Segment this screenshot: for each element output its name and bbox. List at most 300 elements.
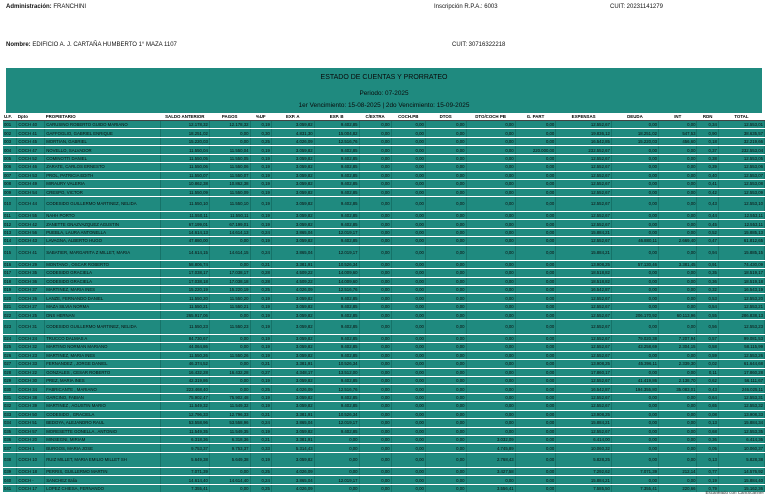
table-cell: CODESIDO GUILLERMO MARTINEZ, NELIDA xyxy=(45,196,161,211)
table-cell: 10.526,34 xyxy=(314,360,359,368)
table-cell: 0,00 xyxy=(466,360,515,368)
table-cell: 3.059,82 xyxy=(271,294,314,302)
table-cell: 0,00 xyxy=(425,188,466,196)
table-cell: 0,00 xyxy=(425,154,466,162)
table-cell: 0,00 xyxy=(209,129,250,137)
table-cell: 0,00 xyxy=(391,269,425,277)
column-header: PAGOS xyxy=(209,113,250,121)
table-cell: 12.553,11 xyxy=(718,220,764,228)
table-cell: 0,00 xyxy=(391,302,425,310)
table-cell: 5.649,38 xyxy=(160,452,209,467)
table-cell: 4.026,09 xyxy=(271,385,314,393)
table-row xyxy=(3,180,765,188)
table-cell: 12.553,26 xyxy=(718,351,764,359)
table-cell: PROL, PATRICIA EDITH xyxy=(45,171,161,179)
table-cell: 232.552,67 xyxy=(556,146,612,154)
table-cell: 0,00 xyxy=(611,154,658,162)
table-cell: 15.884,21 xyxy=(556,228,612,236)
table-cell: 10.526,34 xyxy=(314,410,359,418)
table-cell: 0,00 xyxy=(209,334,250,342)
table-cell: 3.059,82 xyxy=(271,171,314,179)
table-cell: 0,00 xyxy=(425,228,466,236)
table-cell: 0,00 xyxy=(611,163,658,171)
table-cell: 0,00 xyxy=(391,376,425,384)
table-cell: 0,00 xyxy=(611,436,658,444)
table-row xyxy=(3,343,765,351)
table-cell: 0,00 xyxy=(466,294,515,302)
table-cell: PUEBLA, LAURA ANTONELLA xyxy=(45,228,161,236)
table-cell: 0,79 xyxy=(697,484,718,492)
table-cell: 0,00 xyxy=(359,220,391,228)
table-cell: 0,00 xyxy=(466,419,515,427)
table-cell: 0,00 xyxy=(209,311,250,319)
table-cell: 53.558,96 xyxy=(160,419,209,427)
table-row xyxy=(3,334,765,342)
table-cell: 0,58 xyxy=(697,343,718,351)
table-cell: PERRIS, GUILLERMO MARTIN xyxy=(45,467,161,475)
table-cell: 0,00 xyxy=(425,163,466,171)
table-cell: 10.060,32 xyxy=(556,444,612,452)
table-cell: 41.419,86 xyxy=(611,376,658,384)
table-cell: 14.614,40 xyxy=(160,476,209,484)
table-cell: 3.059,82 xyxy=(271,393,314,401)
table-cell: COCH 37 xyxy=(17,286,45,294)
table-row xyxy=(3,319,765,334)
table-cell: 12.796,33 xyxy=(209,410,250,418)
table-cell: 0,00 xyxy=(359,302,391,310)
table-cell: 0,00 xyxy=(515,436,556,444)
table-cell: 11.549,35 xyxy=(209,427,250,435)
table-cell: 0,54 xyxy=(697,302,718,310)
table-cell: COCH 33 xyxy=(17,360,45,368)
table-cell: 0,41 xyxy=(697,180,718,188)
table-cell: 14.009,60 xyxy=(314,269,359,277)
table-row xyxy=(3,360,765,368)
table-cell: 12.552,67 xyxy=(556,334,612,342)
table-row xyxy=(3,467,765,475)
table-cell: 0,00 xyxy=(425,211,466,219)
table-cell: 0,00 xyxy=(466,154,515,162)
table-cell: 2.339,30 xyxy=(658,360,697,368)
table-cell: 0,00 xyxy=(658,351,697,359)
table-cell: 0,00 xyxy=(466,368,515,376)
table-row xyxy=(3,146,765,154)
table-cell: 0,00 xyxy=(515,269,556,277)
table-cell: 0,00 xyxy=(515,476,556,484)
table-cell: 0,00 xyxy=(515,427,556,435)
table-cell: 3.059,82 xyxy=(271,220,314,228)
table-cell: 67.199,01 xyxy=(209,220,250,228)
table-cell: 46.374,52 xyxy=(160,360,209,368)
table-cell: 12.552,67 xyxy=(556,121,612,129)
table-cell: 32.219,66 xyxy=(718,137,764,145)
table-cell: 0,00 xyxy=(515,137,556,145)
table-cell: 12.019,17 xyxy=(314,228,359,236)
table-cell: 3.865,04 xyxy=(271,228,314,236)
table-cell: 4.348,17 xyxy=(271,368,314,376)
scanner-watermark: Escaneado con CamScanner xyxy=(705,490,764,495)
table-cell: 194.355,80 xyxy=(611,385,658,393)
table-cell: 0,00 xyxy=(425,368,466,376)
table-cell: 232.553,04 xyxy=(718,146,764,154)
table-cell: 12.552,67 xyxy=(556,171,612,179)
table-cell: 12.553,06 xyxy=(718,163,764,171)
table-cell: 0,00 xyxy=(611,302,658,310)
table-cell: 84.730,67 xyxy=(160,334,209,342)
table-cell: 0,00 xyxy=(466,237,515,245)
table-cell: 0,00 xyxy=(515,188,556,196)
table-cell: 13.908,25 xyxy=(556,360,612,368)
table-cell: 0,24 xyxy=(250,245,271,260)
table-cell: 0,00 xyxy=(515,393,556,401)
table-cell: 0,00 xyxy=(425,402,466,410)
table-cell: 0,00 xyxy=(359,121,391,129)
table-cell: 58.806,74 xyxy=(160,260,209,268)
table-cell: 0,00 xyxy=(359,196,391,211)
table-cell: COMINOTTI DANIEL xyxy=(45,154,161,162)
table-cell: FABRICANTE , MARIANO xyxy=(45,385,161,393)
table-cell: 3.059,82 xyxy=(271,311,314,319)
table-cell: 0,00 xyxy=(611,228,658,236)
table-cell: 0,00 xyxy=(359,228,391,236)
table-cell: 0,00 xyxy=(391,245,425,260)
table-cell: 12.552,67 xyxy=(556,351,612,359)
table-cell: 0,00 xyxy=(515,402,556,410)
table-cell: DNS HERNAN xyxy=(45,311,161,319)
table-cell: 12.553,23 xyxy=(718,319,764,334)
table-cell: 57.130,46 xyxy=(611,260,658,268)
table-cell: 0,00 xyxy=(466,245,515,260)
table-cell: 0,25 xyxy=(250,484,271,492)
table-cell: 029 xyxy=(3,376,17,384)
table-cell: 4.026,09 xyxy=(271,137,314,145)
table-cell: 0,00 xyxy=(611,180,658,188)
table-row xyxy=(3,351,765,359)
table-cell: 14.009,60 xyxy=(314,277,359,285)
table-cell: 019 xyxy=(3,286,17,294)
table-cell: 0,00 xyxy=(314,436,359,444)
table-cell: 11.550,09 xyxy=(209,188,250,196)
table-cell: 0,00 xyxy=(391,260,425,268)
table-cell: 0,00 xyxy=(391,427,425,435)
table-cell: MORESETTE GONELLA , ANTONIO xyxy=(45,427,161,435)
building-name: EDIFICIO A. J. CARTAÑA HUMBERTO 1° MAZA 1107 xyxy=(32,42,177,48)
table-cell: 040 xyxy=(3,476,17,484)
table-cell: 0,00 xyxy=(359,286,391,294)
table-cell: 0,68 xyxy=(697,427,718,435)
table-cell: 0,00 xyxy=(466,376,515,384)
table-cell: COCH 44 xyxy=(17,196,45,211)
admin-line xyxy=(6,4,86,10)
table-cell: 3.059,82 xyxy=(271,319,314,334)
table-cell: 0,00 xyxy=(425,360,466,368)
table-cell: 13.512,00 xyxy=(314,368,359,376)
name-label: Nombre: xyxy=(6,42,31,48)
table-cell: 0,00 xyxy=(658,402,697,410)
table-cell: 0,24 xyxy=(250,419,271,427)
table-cell: 206.170,92 xyxy=(611,311,658,319)
table-cell: 0,00 xyxy=(611,121,658,129)
table-cell: 0,00 xyxy=(425,351,466,359)
table-cell: 0,00 xyxy=(515,334,556,342)
table-cell: 0,19 xyxy=(250,171,271,179)
table-cell: 3.059,82 xyxy=(271,334,314,342)
table-cell: MAZA SILVIA NORMA xyxy=(45,302,161,310)
table-cell: 0,00 xyxy=(391,286,425,294)
table-cell: 0,45 xyxy=(697,220,718,228)
table-cell: 13.908,25 xyxy=(556,260,612,268)
table-cell: 0,00 xyxy=(209,484,250,492)
table-cell: 0,00 xyxy=(359,180,391,188)
table-cell: 017 xyxy=(3,269,17,277)
table-cell: 17.860,17 xyxy=(556,368,612,376)
table-cell: 0,56 xyxy=(697,319,718,334)
table-cell: 0,00 xyxy=(466,385,515,393)
table-cell: 0,00 xyxy=(359,484,391,492)
table-cell: 0,00 xyxy=(466,476,515,484)
table-cell: 0,55 xyxy=(697,311,718,319)
table-cell: 0,43 xyxy=(697,385,718,393)
name-line xyxy=(6,42,177,48)
table-cell: 0,00 xyxy=(611,402,658,410)
table-cell: 0,00 xyxy=(466,286,515,294)
table-cell: 47.880,00 xyxy=(160,237,209,245)
table-cell: 0,00 xyxy=(658,436,697,444)
table-cell: 10.862,38 xyxy=(209,180,250,188)
table-cell: 0,00 xyxy=(391,188,425,196)
table-cell: 0,19 xyxy=(250,180,271,188)
table-cell: NOVELLO, SALVADOR xyxy=(45,146,161,154)
table-cell: 001 xyxy=(3,121,17,129)
table-cell: COCH 22 xyxy=(17,368,45,376)
table-cell: 0,19 xyxy=(250,237,271,245)
table-cell: 0,19 xyxy=(250,427,271,435)
table-cell: 12.553,35 xyxy=(718,427,764,435)
table-cell: 44.064,86 xyxy=(160,343,209,351)
table-cell: COCH 18 xyxy=(17,467,45,475)
table-cell: COCH 50 xyxy=(17,410,45,418)
table-cell: 223.468,40 xyxy=(160,385,209,393)
table-cell: 0,00 xyxy=(359,360,391,368)
table-cell: 0,42 xyxy=(697,188,718,196)
table-cell: 0,27 xyxy=(250,368,271,376)
table-cell: 0,00 xyxy=(359,343,391,351)
table-cell: 0,00 xyxy=(359,294,391,302)
table-row xyxy=(3,427,765,435)
table-cell: 0,00 xyxy=(658,163,697,171)
table-cell: 3.059,82 xyxy=(271,146,314,154)
table-cell: 0,00 xyxy=(425,237,466,245)
table-cell: 16.432,28 xyxy=(160,368,209,376)
table-cell: 0,00 xyxy=(466,277,515,285)
table-cell: 0,00 xyxy=(515,444,556,452)
table-cell: MIRAURY VALERIA xyxy=(45,180,161,188)
table-cell: 0,00 xyxy=(209,237,250,245)
table-cell: 79.020,38 xyxy=(611,334,658,342)
table-cell: 0,00 xyxy=(391,368,425,376)
table-cell: COCH 45 xyxy=(17,137,45,145)
table-cell: 3.059,82 xyxy=(271,402,314,410)
table-cell: 016 xyxy=(3,260,17,268)
table-cell: 15.220,03 xyxy=(160,137,209,145)
table-cell: 0,00 xyxy=(658,452,697,467)
table-cell: 0,00 xyxy=(359,376,391,384)
table-cell: 0,00 xyxy=(391,393,425,401)
column-header: TOTAL xyxy=(718,113,764,121)
table-cell: 12.516,76 xyxy=(314,286,359,294)
table-cell: 0,19 xyxy=(697,476,718,484)
table-cell: 0,00 xyxy=(425,419,466,427)
table-cell: 0,34 xyxy=(697,121,718,129)
table-row xyxy=(3,188,765,196)
table-cell: 0,00 xyxy=(359,137,391,145)
table-cell: 3.381,91 xyxy=(271,360,314,368)
column-header: PROPIETARIO xyxy=(45,113,161,121)
table-cell: 0,00 xyxy=(611,294,658,302)
table-cell: 0,18 xyxy=(697,137,718,145)
table-cell: 12.553,31 xyxy=(718,393,764,401)
table-cell: 0,00 xyxy=(466,146,515,154)
table-cell: 0,00 xyxy=(515,180,556,188)
table-cell: 0,00 xyxy=(391,171,425,179)
table-cell: 0,00 xyxy=(611,277,658,285)
column-header: EXPENSAS xyxy=(556,113,612,121)
table-row xyxy=(3,237,765,245)
table-cell: 005 xyxy=(3,154,17,162)
table-cell: 7.585,50 xyxy=(556,484,612,492)
table-cell: 15.220,19 xyxy=(160,286,209,294)
table-cell: 12.553,11 xyxy=(718,211,764,219)
table-cell: 12.019,17 xyxy=(314,419,359,427)
table-cell: 3.381,45 xyxy=(658,260,697,268)
table-cell: 0,00 xyxy=(359,444,391,452)
table-cell: 0,19 xyxy=(250,334,271,342)
table-row xyxy=(3,452,765,467)
table-cell: 9.402,85 xyxy=(314,319,359,334)
table-cell: 12.552,67 xyxy=(556,427,612,435)
table-cell: 3.427,58 xyxy=(466,467,515,475)
table-cell: 0,00 xyxy=(515,385,556,393)
table-cell: 0,00 xyxy=(515,311,556,319)
table-cell: 0,00 xyxy=(391,385,425,393)
table-cell: 18.519,17 xyxy=(718,269,764,277)
table-cell: 0,00 xyxy=(466,228,515,236)
table-row xyxy=(3,220,765,228)
table-cell: 0,00 xyxy=(466,129,515,137)
table-cell: 15.884,40 xyxy=(718,476,764,484)
table-cell: 0,00 xyxy=(515,211,556,219)
table-cell: 5.828,38 xyxy=(718,452,764,467)
table-cell: 0,00 xyxy=(515,220,556,228)
table-cell: 0,00 xyxy=(391,294,425,302)
table-cell: 0,00 xyxy=(425,319,466,334)
table-cell: 3.381,91 xyxy=(271,260,314,268)
table-cell: 0,00 xyxy=(425,334,466,342)
table-cell: 0,00 xyxy=(515,294,556,302)
table-cell: 53.558,96 xyxy=(209,419,250,427)
table-cell: 0,21 xyxy=(250,436,271,444)
table-cell: 12.552,67 xyxy=(556,402,612,410)
table-cell: 0,00 xyxy=(425,121,466,129)
table-cell: 0,00 xyxy=(466,402,515,410)
column-header: U.F. xyxy=(3,113,17,121)
table-cell: MARTINEZ, MARIA INES xyxy=(45,286,161,294)
table-row xyxy=(3,163,765,171)
table-cell: 0,00 xyxy=(515,245,556,260)
table-cell: 11.550,21 xyxy=(160,302,209,310)
table-cell: 12.553,20 xyxy=(718,294,764,302)
table-row xyxy=(3,402,765,410)
table-cell: 0,62 xyxy=(697,376,718,384)
table-cell: 0,19 xyxy=(250,343,271,351)
table-cell: GARCINO, FABIAN xyxy=(45,393,161,401)
table-cell: COCH 26 xyxy=(17,294,45,302)
table-cell: 015 xyxy=(3,245,17,260)
table-cell: COCH 54 xyxy=(17,188,45,196)
table-cell: 17.860,28 xyxy=(718,368,764,376)
table-cell: 14.614,15 xyxy=(160,245,209,260)
column-header: COCH.PB xyxy=(391,113,425,121)
table-cell: 0,90 xyxy=(697,129,718,137)
table-cell: 0,25 xyxy=(250,385,271,393)
table-cell: 0,00 xyxy=(391,319,425,334)
table-cell: 0,53 xyxy=(697,294,718,302)
table-cell: 12.552,67 xyxy=(556,220,612,228)
table-cell: 0,00 xyxy=(658,444,697,452)
table-cell: 0,00 xyxy=(209,343,250,351)
table-cell: 0,00 xyxy=(466,319,515,334)
table-cell: 3.059,82 xyxy=(271,427,314,435)
table-cell: 0,00 xyxy=(515,484,556,492)
table-cell: 9.402,85 xyxy=(314,302,359,310)
table-cell: 16.432,28 xyxy=(209,368,250,376)
table-cell: 031 xyxy=(3,393,17,401)
table-cell: COCH 41 xyxy=(17,129,45,137)
table-cell: 10.862,38 xyxy=(160,180,209,188)
table-cell: 0,00 xyxy=(515,196,556,211)
table-cell: 12.178,32 xyxy=(209,121,250,129)
table-cell: 0,13 xyxy=(697,419,718,427)
table-cell: 009 xyxy=(3,188,17,196)
cuit-building: CUIT: 30716322218 xyxy=(452,42,506,48)
table-cell: 15.004,82 xyxy=(314,129,359,137)
table-cell: 286.838,13 xyxy=(718,311,764,319)
table-cell: 0,00 xyxy=(611,245,658,260)
table-row xyxy=(3,286,765,294)
table-cell: 0,19 xyxy=(250,311,271,319)
table-cell: 0,00 xyxy=(515,376,556,384)
table-cell: 12.552,67 xyxy=(556,180,612,188)
table-cell: 0,00 xyxy=(359,436,391,444)
table-cell: 3.059,82 xyxy=(271,188,314,196)
table-cell: 0,19 xyxy=(250,319,271,334)
table-row xyxy=(3,294,765,302)
table-cell: 0,00 xyxy=(515,286,556,294)
table-cell: 7.207,94 xyxy=(658,334,697,342)
table-cell: 0,13 xyxy=(697,452,718,467)
table-cell: 15.885,15 xyxy=(718,245,764,260)
table-cell: 0,00 xyxy=(611,452,658,467)
table-cell: 12.552,67 xyxy=(556,188,612,196)
table-cell: 0,00 xyxy=(466,269,515,277)
table-cell: 16.542,85 xyxy=(556,137,612,145)
accounts-table xyxy=(3,113,765,493)
table-cell: 0,35 xyxy=(697,269,718,277)
table-cell: 002 xyxy=(3,129,17,137)
table-cell: 9.402,85 xyxy=(314,196,359,211)
table-cell: 9.402,85 xyxy=(314,188,359,196)
table-cell: 0,25 xyxy=(250,137,271,145)
